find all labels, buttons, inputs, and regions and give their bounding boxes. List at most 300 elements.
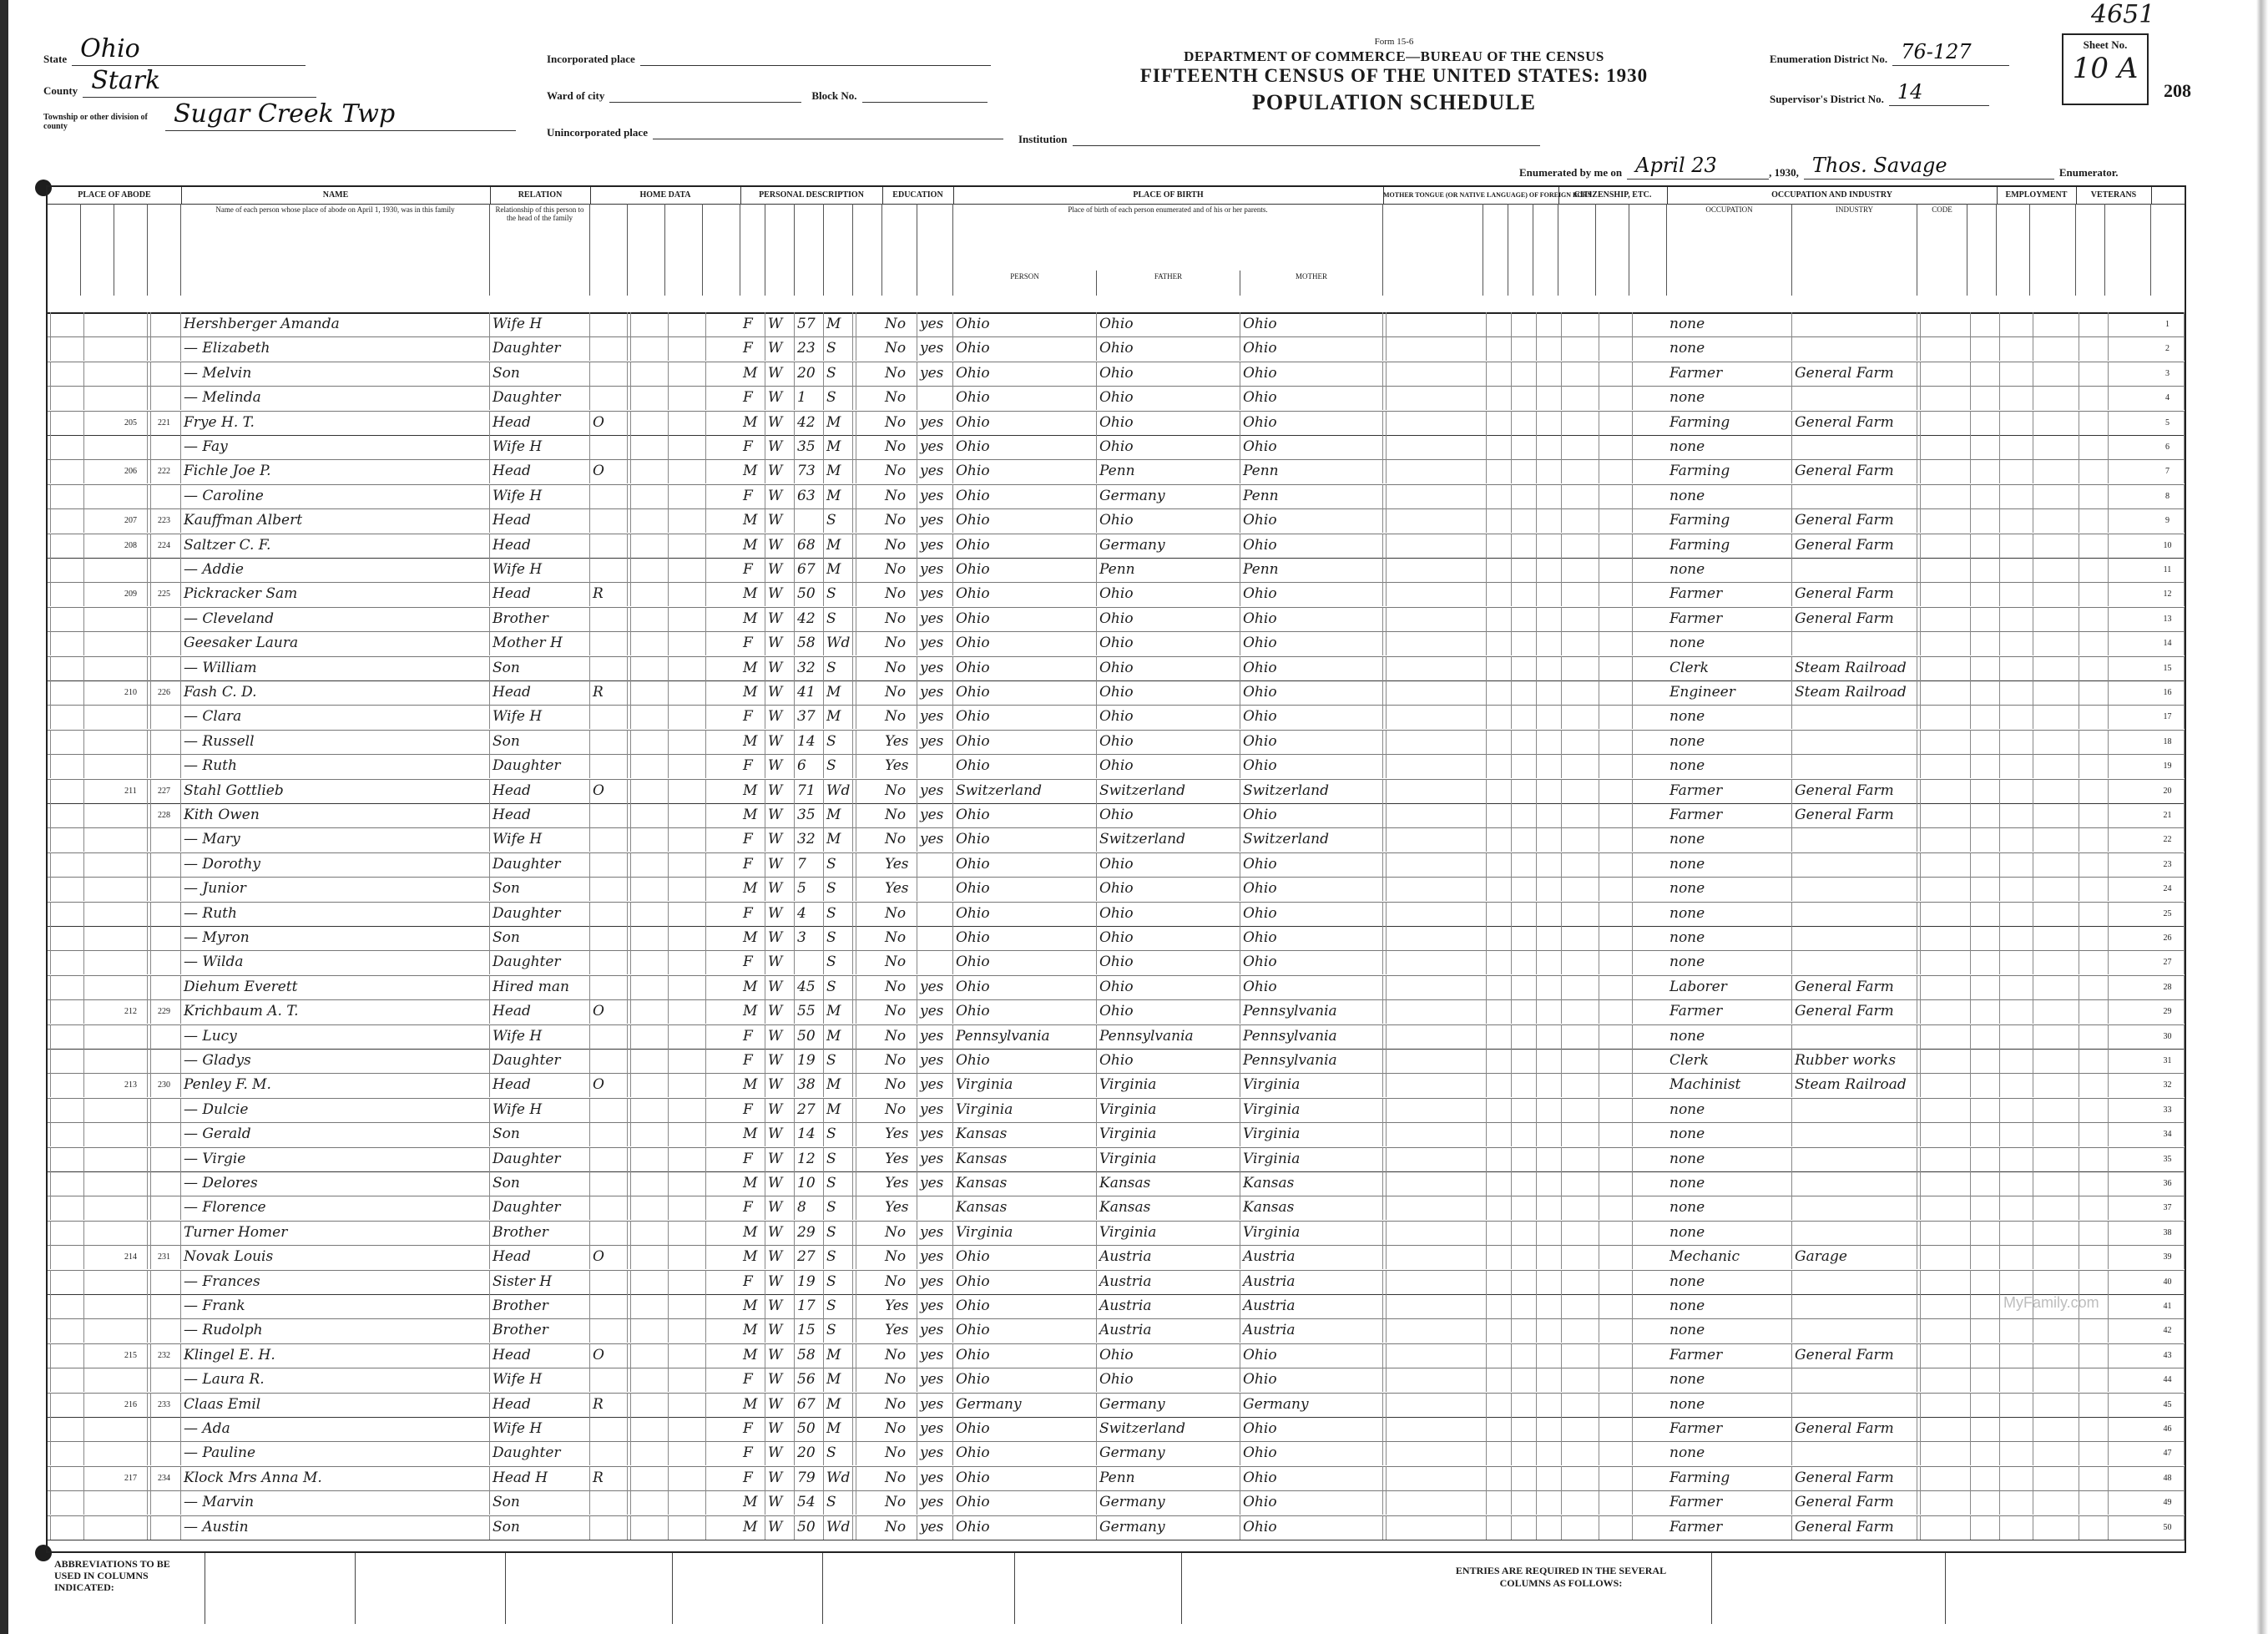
cell-divider (1629, 459, 1633, 483)
cell-ms: S (824, 877, 853, 901)
cell-divider (1917, 1441, 1921, 1465)
cell-divider (1967, 680, 1971, 705)
cell-divider (1558, 1368, 1562, 1392)
cell-divider (1967, 1294, 1971, 1318)
cell-divider (1558, 779, 1562, 803)
cell-sex: M (740, 607, 765, 631)
cell-bp: Ohio (953, 1049, 1097, 1073)
cell-n: 46 (2151, 1417, 2185, 1441)
cell-divider (2076, 754, 2079, 778)
cell-name: — Myron (181, 926, 490, 950)
cell-fbp: Ohio (1097, 631, 1240, 655)
cell-bp: Ohio (953, 803, 1097, 827)
cell-divider (1558, 1221, 1562, 1245)
cell-n: 37 (2151, 1196, 2185, 1220)
cell-race: W (765, 558, 795, 582)
cell-divider (1596, 1221, 1599, 1245)
cell-divider (1997, 607, 2000, 631)
cell-divider (853, 1098, 856, 1122)
cell-divider (1967, 1270, 1971, 1294)
cell-bp: Ohio (953, 362, 1097, 386)
cell-home (590, 362, 628, 386)
cell-lit (917, 754, 953, 778)
cell-home (590, 1122, 628, 1146)
cell-divider (665, 386, 669, 410)
cell-divider (853, 631, 856, 655)
cell-divider (703, 1122, 706, 1146)
cell-divider (1383, 1441, 1387, 1465)
cell-age: 4 (795, 902, 824, 926)
cell-dw (114, 1490, 148, 1515)
cell-divider (1383, 852, 1387, 877)
cell-divider (1629, 852, 1633, 877)
cell-divider (1596, 1441, 1599, 1465)
cell-divider (703, 607, 706, 631)
cell-divider (81, 558, 84, 582)
cell-n: 30 (2151, 1024, 2185, 1049)
cell-fam (148, 975, 181, 999)
cell-divider (1533, 1098, 1537, 1122)
cell-divider (48, 1466, 51, 1490)
cell-divider (1508, 1221, 1512, 1245)
cell-rel: Head (490, 534, 590, 558)
cell-name: — Ada (181, 1417, 490, 1441)
cell-sch: No (882, 827, 917, 852)
cell-divider (1383, 484, 1387, 508)
cell-ms: M (824, 459, 853, 483)
cell-occ: Farming (1667, 1466, 1792, 1490)
cell-divider (1558, 1245, 1562, 1269)
cell-dw: 215 (114, 1343, 148, 1368)
group-occupation-industry: OCCUPATION AND INDUSTRY (1667, 187, 1998, 205)
cell-occ: none (1667, 1196, 1792, 1220)
cell-divider (1997, 1098, 2000, 1122)
cell-divider (1997, 754, 2000, 778)
cell-ind: General Farm (1792, 508, 1917, 533)
cell-ind: Steam Railroad (1792, 1073, 1917, 1097)
cell-divider (1917, 607, 1921, 631)
cell-sch: No (882, 607, 917, 631)
cell-name: Krichbaum A. T. (181, 999, 490, 1024)
cell-name: Diehum Everett (181, 975, 490, 999)
cell-divider (1383, 336, 1387, 361)
cell-divider (1917, 312, 1921, 336)
cell-divider (628, 312, 631, 336)
cell-rel: Son (490, 362, 590, 386)
cell-divider (2030, 508, 2033, 533)
cell-divider (1629, 1441, 1633, 1465)
cell-occ: none (1667, 1122, 1792, 1146)
cell-n: 34 (2151, 1122, 2185, 1146)
cell-fbp: Ohio (1097, 754, 1240, 778)
form-number: Form 15-6 (1374, 37, 1414, 47)
cell-divider (2105, 1024, 2109, 1049)
cell-home: O (590, 411, 628, 435)
cell-fam (148, 1122, 181, 1146)
cell-bp: Ohio (953, 999, 1097, 1024)
cell-divider (1967, 607, 1971, 631)
cell-rel: Head (490, 1393, 590, 1417)
cell-divider (1483, 827, 1487, 852)
cell-fam (148, 312, 181, 336)
cell-divider (1533, 1147, 1537, 1171)
cell-rel: Wife H (490, 1368, 590, 1392)
cell-divider (2105, 656, 2109, 680)
col-head-code-b (1508, 204, 1533, 296)
cell-divider (1533, 877, 1537, 901)
cell-dw: 210 (114, 680, 148, 705)
cell-rel: Daughter (490, 1049, 590, 1073)
table-row (48, 975, 2185, 1000)
cell-divider (628, 1196, 631, 1220)
cell-divider (81, 1098, 84, 1122)
cell-divider (628, 730, 631, 754)
cell-divider (1483, 877, 1487, 901)
cell-divider (2105, 508, 2109, 533)
cell-occ: none (1667, 926, 1792, 950)
cell-divider (48, 975, 51, 999)
cell-fam: 224 (148, 534, 181, 558)
cell-dw (114, 1368, 148, 1392)
cell-fam (148, 435, 181, 459)
cell-ind (1792, 1294, 1917, 1318)
cell-fbp: Ohio (1097, 730, 1240, 754)
cell-sex: F (740, 386, 765, 410)
cell-fbp: Ohio (1097, 607, 1240, 631)
cell-race: W (765, 680, 795, 705)
cell-fbp: Ohio (1097, 1343, 1240, 1368)
cell-divider (1483, 435, 1487, 459)
corner-number: 4651 (2091, 0, 2155, 29)
cell-divider (1508, 534, 1512, 558)
footer-abbrev-box (1181, 1553, 1415, 1624)
cell-divider (1383, 1147, 1387, 1171)
cell-n: 28 (2151, 975, 2185, 999)
cell-divider (81, 1466, 84, 1490)
table-row (48, 1245, 2185, 1270)
cell-divider (628, 582, 631, 606)
cell-divider (48, 656, 51, 680)
cell-divider (2105, 1368, 2109, 1392)
cell-sch: No (882, 1024, 917, 1049)
township-field (43, 99, 516, 131)
cell-sch: No (882, 1049, 917, 1073)
cell-rel: Head (490, 1343, 590, 1368)
cell-divider (703, 362, 706, 386)
cell-divider (2030, 926, 2033, 950)
cell-divider (665, 558, 669, 582)
cell-mbp: Virginia (1240, 1221, 1383, 1245)
cell-age: 8 (795, 1196, 824, 1220)
cell-divider (2105, 1270, 2109, 1294)
cell-divider (1629, 508, 1633, 533)
cell-divider (2076, 411, 2079, 435)
cell-divider (1483, 312, 1487, 336)
cell-ms: S (824, 362, 853, 386)
cell-bp: Ohio (953, 975, 1097, 999)
cell-divider (1508, 730, 1512, 754)
cell-sch: No (882, 508, 917, 533)
cell-bp: Virginia (953, 1221, 1097, 1245)
cell-divider (1917, 534, 1921, 558)
cell-sch: No (882, 680, 917, 705)
cell-divider (1558, 534, 1562, 558)
cell-divider (1596, 680, 1599, 705)
cell-divider (1533, 534, 1537, 558)
cell-ms: S (824, 1049, 853, 1073)
cell-fam: 227 (148, 779, 181, 803)
cell-divider (665, 1245, 669, 1269)
table-row (48, 1343, 2185, 1368)
cell-dw (114, 803, 148, 827)
cell-divider (1558, 1024, 1562, 1049)
state-field (43, 34, 306, 66)
cell-bp: Ohio (953, 827, 1097, 852)
cell-age: 68 (795, 534, 824, 558)
cell-home (590, 484, 628, 508)
cell-divider (81, 312, 84, 336)
cell-divider (1917, 1122, 1921, 1146)
cell-divider (48, 1368, 51, 1392)
cell-sch: No (882, 1441, 917, 1465)
cell-divider (81, 386, 84, 410)
enumerated-date: April 23 (1635, 154, 1717, 177)
cell-divider (665, 1221, 669, 1245)
cell-divider (1383, 730, 1387, 754)
cell-divider (665, 1466, 669, 1490)
cell-occ: Farmer (1667, 1417, 1792, 1441)
cell-divider (2105, 435, 2109, 459)
cell-divider (2105, 1245, 2109, 1269)
cell-divider (2105, 1318, 2109, 1343)
cell-fbp: Ohio (1097, 656, 1240, 680)
cell-divider (1508, 1196, 1512, 1220)
cell-age: 67 (795, 1393, 824, 1417)
cell-divider (1483, 1441, 1487, 1465)
county-value: Stark (91, 66, 161, 95)
cell-name: — Mary (181, 827, 490, 852)
cell-divider (1967, 1441, 1971, 1465)
cell-divider (703, 459, 706, 483)
cell-divider (81, 730, 84, 754)
cell-divider (1508, 362, 1512, 386)
cell-divider (1917, 558, 1921, 582)
cell-divider (1967, 1122, 1971, 1146)
census-header (33, 25, 2237, 179)
cell-divider (1967, 1073, 1971, 1097)
cell-divider (853, 680, 856, 705)
cell-divider (1997, 1441, 2000, 1465)
cell-age: 42 (795, 607, 824, 631)
cell-divider (2030, 705, 2033, 729)
cell-dw (114, 730, 148, 754)
cell-name: Novak Louis (181, 1245, 490, 1269)
cell-home (590, 656, 628, 680)
cell-fam (148, 1098, 181, 1122)
cell-divider (1508, 926, 1512, 950)
cell-divider (1558, 508, 1562, 533)
cell-name: Fash C. D. (181, 680, 490, 705)
cell-divider (2030, 1147, 2033, 1171)
enumerator-label: Enumerator. (2058, 166, 2119, 179)
col-head-home-owned (590, 204, 628, 296)
cell-fam (148, 902, 181, 926)
cell-divider (1997, 484, 2000, 508)
cell-divider (665, 1294, 669, 1318)
cell-race: W (765, 1466, 795, 1490)
cell-occ: Farming (1667, 508, 1792, 533)
cell-fam (148, 1024, 181, 1049)
cell-lit: yes (917, 999, 953, 1024)
cell-n: 16 (2151, 680, 2185, 705)
cell-divider (1558, 926, 1562, 950)
cell-bp: Germany (953, 1393, 1097, 1417)
cell-divider (853, 1417, 856, 1441)
cell-mbp: Ohio (1240, 435, 1383, 459)
cell-divider (1508, 1368, 1512, 1392)
cell-age: 17 (795, 1294, 824, 1318)
cell-divider (1967, 754, 1971, 778)
cell-lit: yes (917, 1318, 953, 1343)
cell-rel: Head (490, 999, 590, 1024)
cell-fam: 229 (148, 999, 181, 1024)
cell-divider (81, 1393, 84, 1417)
cell-divider (48, 607, 51, 631)
cell-divider (1533, 1343, 1537, 1368)
table-row (48, 582, 2185, 607)
cell-divider (81, 1343, 84, 1368)
cell-dw (114, 1098, 148, 1122)
cell-divider (2030, 484, 2033, 508)
cell-name: Turner Homer (181, 1221, 490, 1245)
cell-bp: Pennsylvania (953, 1024, 1097, 1049)
cell-divider (1508, 999, 1512, 1024)
cell-sch: No (882, 656, 917, 680)
cell-ind (1792, 1221, 1917, 1245)
cell-occ: Farming (1667, 459, 1792, 483)
cell-divider (1629, 803, 1633, 827)
cell-rel: Son (490, 926, 590, 950)
cell-divider (1917, 926, 1921, 950)
cell-divider (1629, 411, 1633, 435)
cell-divider (48, 582, 51, 606)
cell-ind (1792, 1171, 1917, 1196)
cell-divider (703, 1196, 706, 1220)
cell-divider (665, 1318, 669, 1343)
cell-divider (1967, 902, 1971, 926)
cell-divider (1967, 852, 1971, 877)
cell-n: 26 (2151, 926, 2185, 950)
cell-fbp: Switzerland (1097, 827, 1240, 852)
cell-divider (2030, 877, 2033, 901)
cell-divider (1483, 705, 1487, 729)
cell-divider (2076, 1196, 2079, 1220)
cell-divider (1533, 680, 1537, 705)
cell-name: Saltzer C. F. (181, 534, 490, 558)
cell-fam: 231 (148, 1245, 181, 1269)
table-row (48, 1073, 2185, 1098)
cell-divider (1997, 1368, 2000, 1392)
cell-n: 14 (2151, 631, 2185, 655)
cell-divider (853, 730, 856, 754)
cell-occ: none (1667, 558, 1792, 582)
cell-home (590, 1098, 628, 1122)
cell-sex: M (740, 1490, 765, 1515)
cell-n: 36 (2151, 1171, 2185, 1196)
cell-divider (48, 926, 51, 950)
cell-divider (853, 877, 856, 901)
cell-occ: Farmer (1667, 779, 1792, 803)
cell-name: — Delores (181, 1171, 490, 1196)
cell-mbp: Austria (1240, 1294, 1383, 1318)
cell-rel: Daughter (490, 754, 590, 778)
cell-divider (703, 827, 706, 852)
cell-divider (1533, 362, 1537, 386)
table-row (48, 558, 2185, 583)
incorporated-field (547, 43, 991, 66)
cell-divider (1917, 1073, 1921, 1097)
cell-divider (1997, 1393, 2000, 1417)
cell-sch: No (882, 1417, 917, 1441)
cell-divider (2076, 656, 2079, 680)
cell-name: Geesaker Laura (181, 631, 490, 655)
cell-divider (2076, 1393, 2079, 1417)
cell-divider (703, 336, 706, 361)
cell-divider (1383, 803, 1387, 827)
cell-divider (1997, 1466, 2000, 1490)
unincorporated-field (547, 117, 1003, 139)
cell-bp: Ohio (953, 1417, 1097, 1441)
cell-divider (1596, 1098, 1599, 1122)
cell-divider (48, 1073, 51, 1097)
cell-divider (853, 1122, 856, 1146)
cell-divider (2030, 582, 2033, 606)
cell-dw: 209 (114, 582, 148, 606)
cell-name: — Caroline (181, 484, 490, 508)
cell-race: W (765, 877, 795, 901)
cell-n: 2 (2151, 336, 2185, 361)
cell-divider (1383, 926, 1387, 950)
cell-home (590, 1515, 628, 1540)
cell-rel: Wife H (490, 705, 590, 729)
cell-divider (703, 312, 706, 336)
cell-divider (1629, 926, 1633, 950)
cell-race: W (765, 607, 795, 631)
cell-ms: S (824, 1318, 853, 1343)
cell-divider (2105, 705, 2109, 729)
cell-mbp: Ohio (1240, 950, 1383, 974)
cell-divider (1383, 1466, 1387, 1490)
cell-fbp: Virginia (1097, 1073, 1240, 1097)
cell-sex: F (740, 336, 765, 361)
cell-name: — Wilda (181, 950, 490, 974)
cell-occ: none (1667, 1171, 1792, 1196)
cell-divider (1533, 1270, 1537, 1294)
cell-divider (48, 1049, 51, 1073)
cell-divider (665, 1343, 669, 1368)
watermark: MyFamily.com (2003, 1294, 2099, 1311)
cell-ms: S (824, 336, 853, 361)
cell-divider (665, 484, 669, 508)
cell-dw (114, 1417, 148, 1441)
cell-divider (1997, 803, 2000, 827)
cell-name: — Rudolph (181, 1318, 490, 1343)
cell-divider (703, 1147, 706, 1171)
cell-fam (148, 656, 181, 680)
cell-fbp: Virginia (1097, 1122, 1240, 1146)
entries-required-title: ENTRIES ARE REQUIRED IN THE SEVERAL COLUMNS AS FOLLOWS: (1455, 1565, 1667, 1589)
cell-divider (665, 877, 669, 901)
